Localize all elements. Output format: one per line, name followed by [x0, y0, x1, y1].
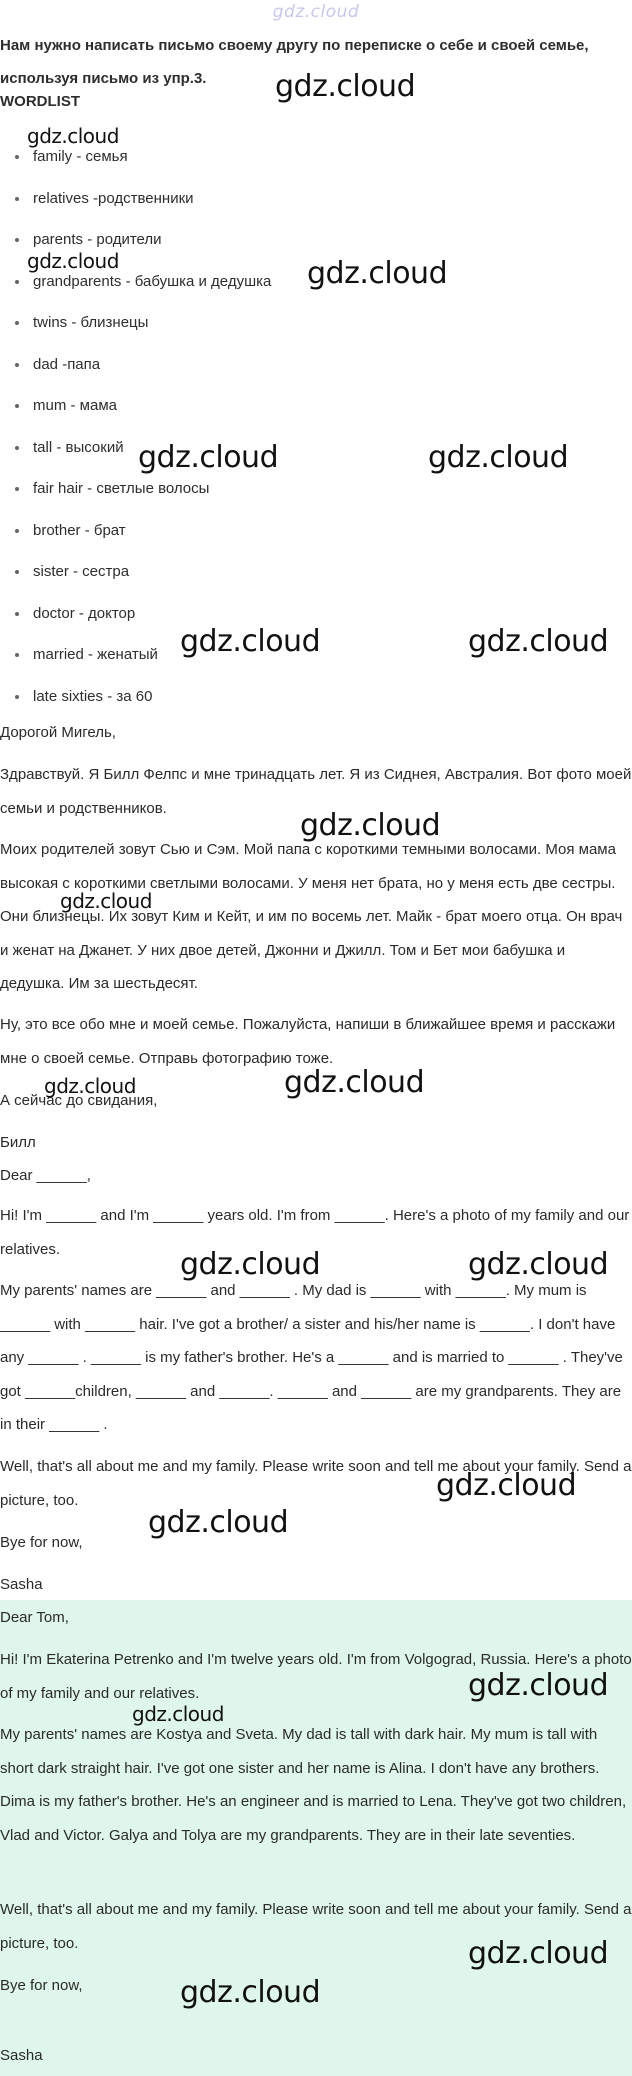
watermark: gdz.cloud	[300, 808, 441, 843]
list-item: sister - сестра	[0, 555, 632, 597]
template-closing: Bye for now,	[0, 1534, 83, 1551]
answer-paragraph-3: Well, that's all about me and my family. Please write soon and tell me about your family. Send a picture, too.	[0, 1901, 632, 1952]
watermark: gdz.cloud	[27, 249, 119, 273]
ru-signature: Билл	[0, 1134, 36, 1151]
list-item: doctor - доктор	[0, 597, 632, 639]
watermark: gdz.cloud	[468, 1936, 609, 1971]
watermark: gdz.cloud	[436, 1468, 577, 1503]
list-item: parents - родители	[0, 223, 632, 265]
watermark: gdz.cloud	[468, 1668, 609, 1703]
ru-paragraph-3: Ну, это все обо мне и моей семье. Пожалуйста, напиши в ближайшее время и расскажи мне о своей семье. Отправь фотографию тоже.	[0, 1016, 616, 1067]
answer-signature: Sasha	[0, 2047, 43, 2064]
watermark: gdz.cloud	[284, 1065, 425, 1100]
watermark: gdz.cloud	[132, 1702, 224, 1726]
watermark: gdz.cloud	[428, 440, 569, 475]
list-item: family - семья	[0, 140, 632, 182]
answer-paragraph-2: My parents' names are Kostya and Sveta. My dad is tall with dark hair. My mum is tall with short dark straight hair. I've got one sister and her name is Alina. I don't have any brothers. Dima is my father's brother. He's an engineer and is married to Lena. They've got two children, Vlad and Victor. Galya and Tolya are my grandparents. They are in their late seventies.	[0, 1726, 627, 1844]
list-item: fair hair - светлые волосы	[0, 472, 632, 514]
watermark: gdz.cloud	[148, 1505, 289, 1540]
ru-closing: А сейчас до свидания,	[0, 1092, 158, 1109]
watermark: gdz.cloud	[44, 1074, 136, 1098]
list-item: relatives -родственники	[0, 182, 632, 224]
watermark: gdz.cloud	[180, 1247, 321, 1282]
list-item: tall - высокий	[0, 431, 632, 473]
list-item: brother - брат	[0, 514, 632, 556]
template-paragraph-1: Hi! I'm ______ and I'm ______ years old. I'm from ______. Here's a photo of my family and our relatives.	[0, 1207, 630, 1258]
ru-paragraph-2: Моих родителей зовут Сью и Сэм. Мой папа с короткими темными волосами. Моя мама высокая с короткими светлыми волосами. У меня нет брата, но у меня есть две сестры. Они близнецы. Их зовут Ким и Кейт, и им по восемь лет. Майк - брат моего отца. Он врач и женат на Джанет. У них двое детей, Джонни и Джилл. Том и Бет мои бабушка и дедушка. Им за шестьдесят.	[0, 841, 623, 992]
list-item: mum - мама	[0, 389, 632, 431]
wordlist-title: WORDLIST	[0, 93, 80, 110]
template-paragraph-3: Well, that's all about me and my family. Please write soon and tell me about your family. Send a picture, too.	[0, 1458, 632, 1509]
watermark: gdz.cloud	[27, 124, 119, 148]
template-greeting: Dear ______,	[0, 1167, 91, 1184]
list-item: dad -папа	[0, 348, 632, 390]
site-logo[interactable]: gdz.cloud	[272, 2, 360, 22]
answer-closing: Bye for now,	[0, 1977, 83, 1994]
watermark: gdz.cloud	[468, 624, 609, 659]
task-text: Нам нужно написать письмо своему другу по переписке о себе и своей семье, используя письмо из упр.3.	[0, 37, 589, 87]
template-paragraph-2: My parents' names are ______ and ______ . My dad is ______ with ______. My mum is ______ with ______ hair. I've got a brother/ a sister and his/her name is ______. I don't have any ______ . ______ is my father's brother. He's a ______ and is married to ______ . They've got ______children, ______ and ______. ______ and ______ are my grandparents. They are in their ______ .	[0, 1282, 623, 1433]
list-item: married - женатый	[0, 638, 632, 680]
list-item: grandparents - бабушка и дедушка	[0, 265, 632, 307]
watermark: gdz.cloud	[307, 256, 448, 291]
ru-greeting: Дорогой Мигель,	[0, 724, 116, 741]
list-item: twins - близнецы	[0, 306, 632, 348]
watermark: gdz.cloud	[138, 440, 279, 475]
ru-paragraph-1: Здравствуй. Я Билл Фелпс и мне тринадцать лет. Я из Сиднея, Австралия. Вот фото моей семьи и родственников.	[0, 766, 632, 817]
watermark: gdz.cloud	[60, 889, 152, 913]
watermark: gdz.cloud	[180, 1975, 321, 2010]
answer-paragraph-1: Hi! I'm Ekaterina Petrenko and I'm twelve years old. I'm from Volgograd, Russia. Here's a photo of my family and our relatives.	[0, 1651, 632, 1702]
template-signature: Sasha	[0, 1576, 43, 1593]
watermark: gdz.cloud	[180, 624, 321, 659]
answer-greeting: Dear Tom,	[0, 1609, 69, 1626]
list-item: late sixties - за 60	[0, 680, 632, 722]
watermark: gdz.cloud	[275, 69, 416, 104]
watermark: gdz.cloud	[468, 1247, 609, 1282]
